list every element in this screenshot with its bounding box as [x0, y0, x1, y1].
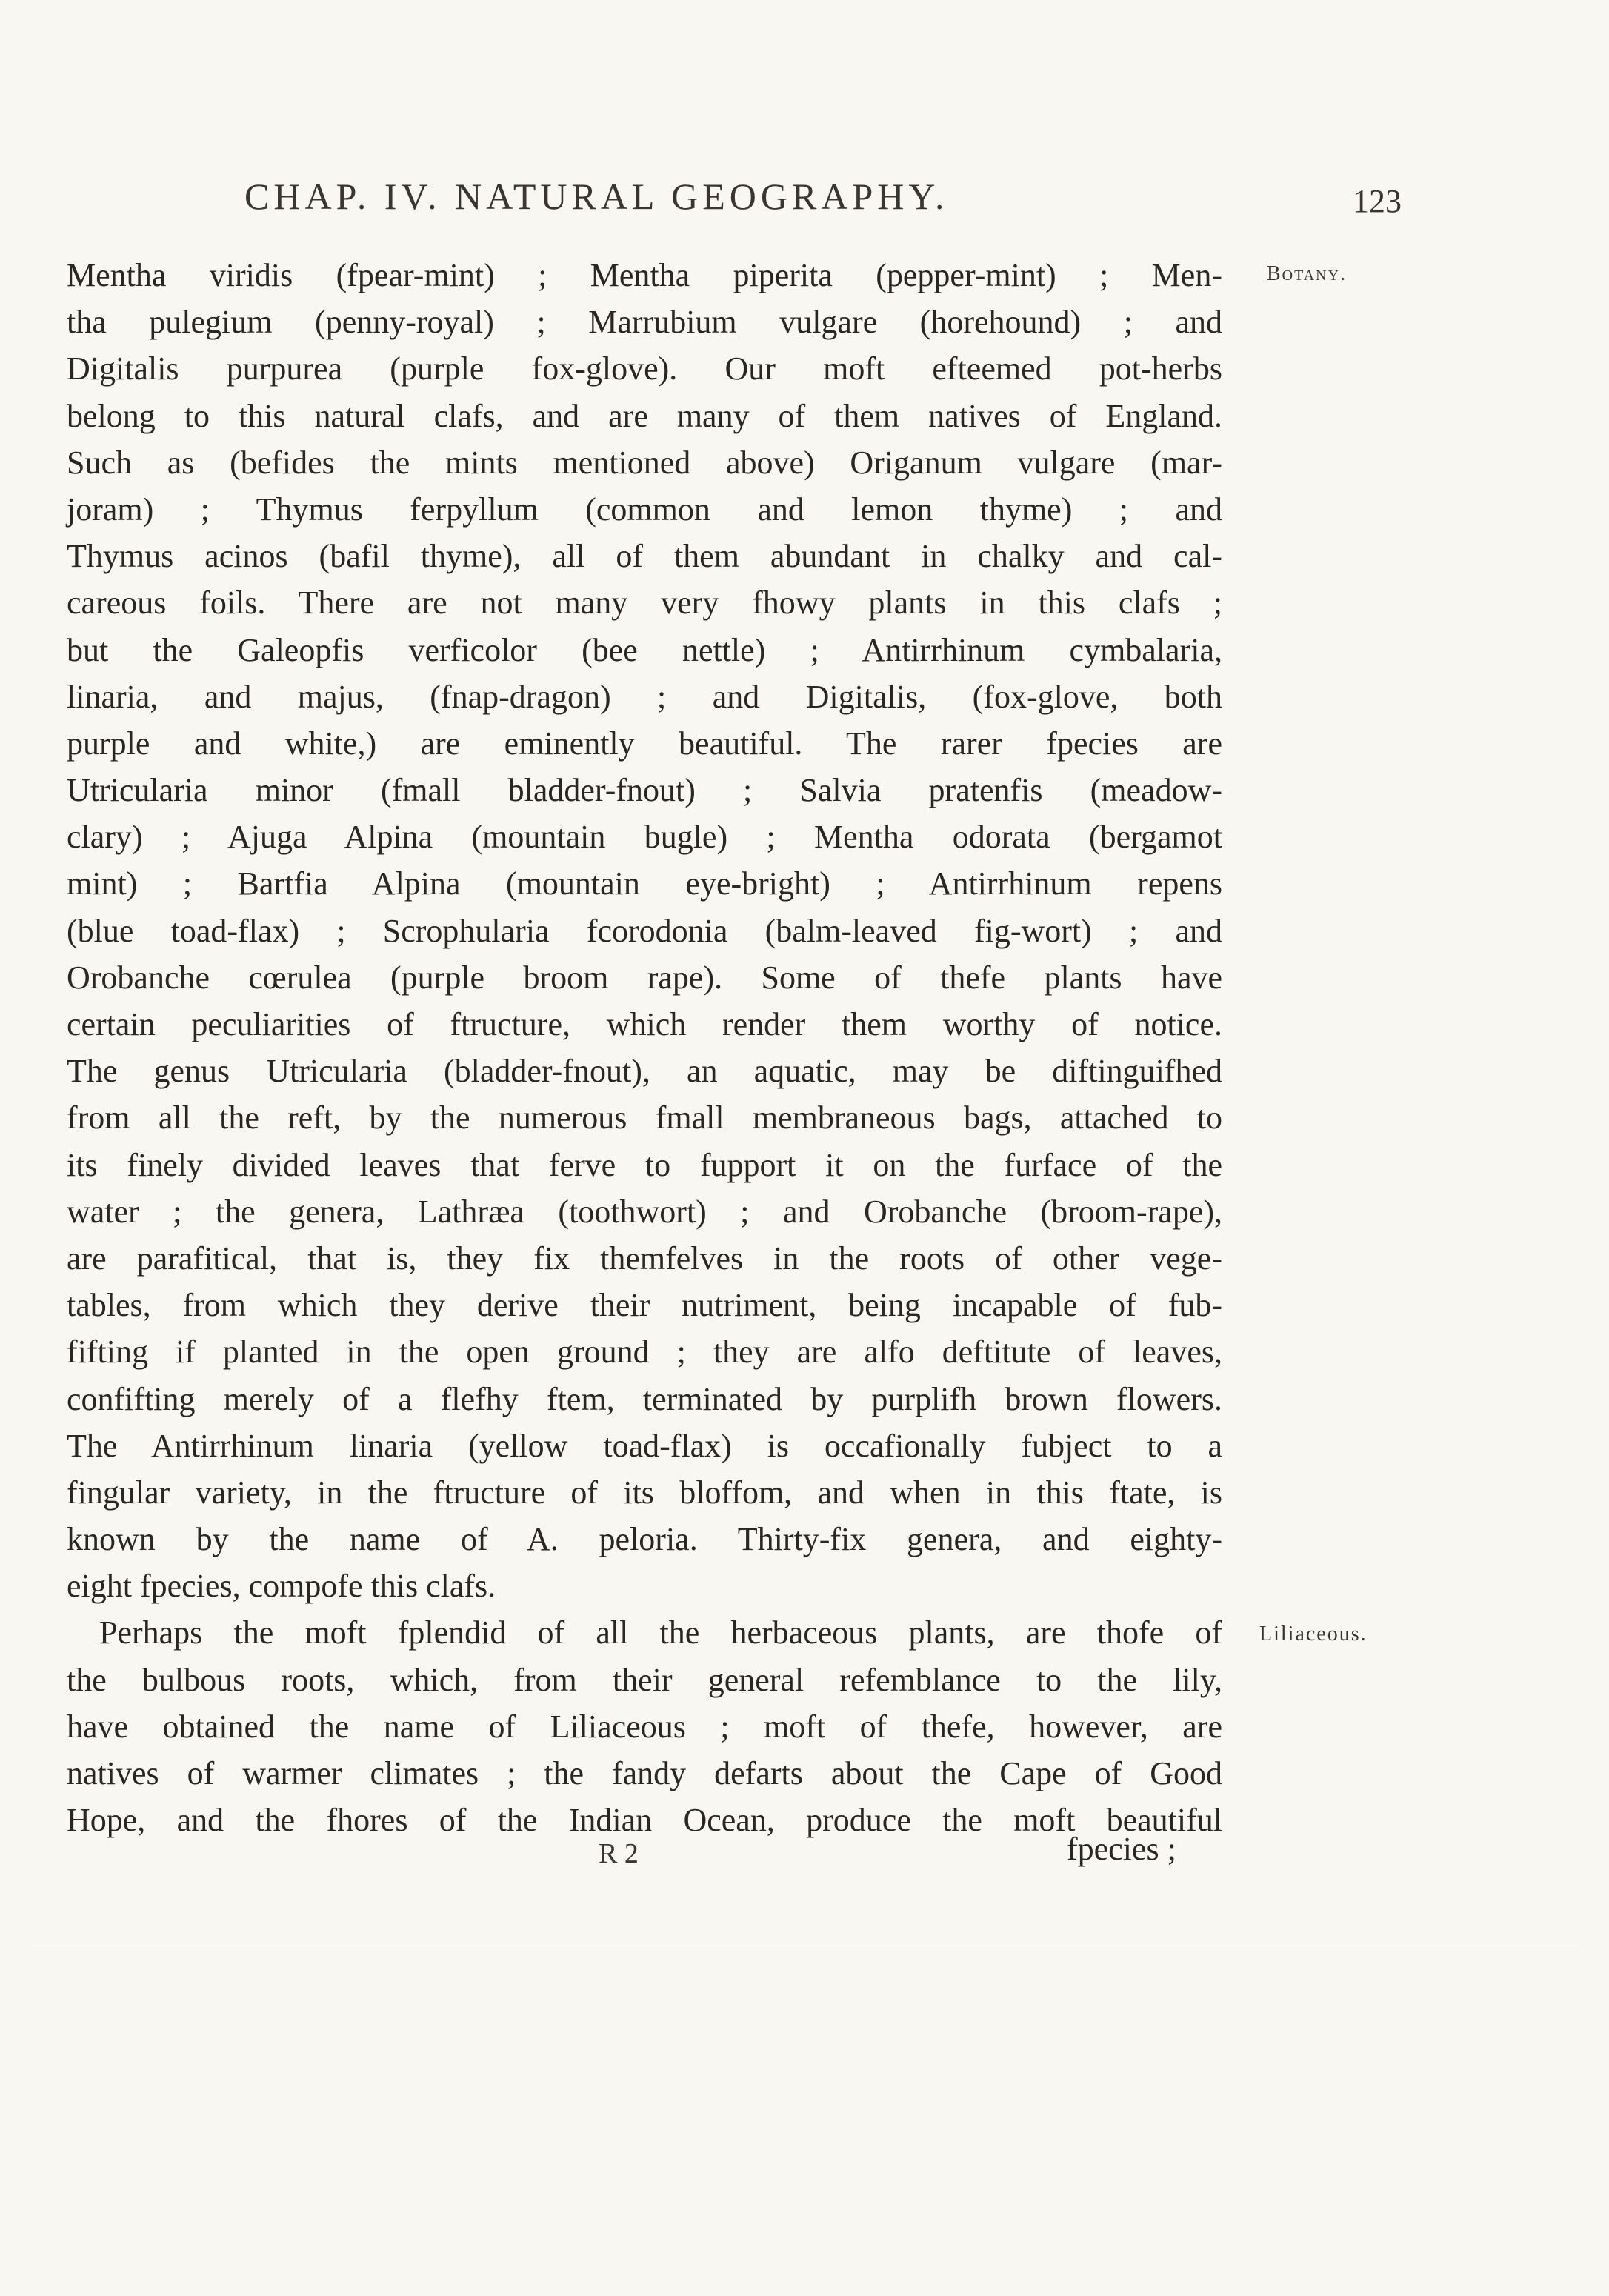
text-line: the bulbous roots, which, from their general refemblance to the lily,: [67, 1661, 1222, 1698]
page-number: 123: [1353, 183, 1402, 219]
text-line: confifting merely of a flefhy ftem, terminated by purplifh brown flowers.: [67, 1380, 1222, 1417]
text-line: Such as (befides the mints mentioned above) Origanum vulgare (mar-: [67, 444, 1222, 481]
text-line: from all the reft, by the numerous fmall membraneous bags, attached to: [67, 1099, 1222, 1137]
text-line: known by the name of A. peloria. Thirty-fix genera, and eighty-: [67, 1521, 1222, 1558]
body-text: [67, 252, 1222, 1843]
text-line: Mentha viridis (fpear-mint) ; Mentha piperita (pepper-mint) ; Men-: [67, 257, 1222, 293]
text-line: fifting if planted in the open ground ; they are alfo deftitute of leaves,: [67, 1334, 1222, 1371]
text-line: (blue toad-flax) ; Scrophularia fcorodonia (balm-leaved fig-wort) ; and: [67, 912, 1222, 949]
text-line: tables, from which they derive their nutriment, being incapable of fub-: [67, 1287, 1222, 1324]
text-line: fingular variety, in the ftructure of its bloffom, and when in this ftate, is: [67, 1474, 1222, 1511]
text-line: Hope, and the fhores of the Indian Ocean, produce the moft beautiful: [67, 1802, 1222, 1839]
text-line: careous foils. There are not many very fhowy plants in this clafs ;: [67, 585, 1222, 622]
text-line-paragraph-start: Perhaps the moft fplendid of all the herbaceous plants, are thofe of: [99, 1614, 1222, 1651]
text-line: Utricularia minor (fmall bladder-fnout) ; Salvia pratenfis (meadow-: [67, 772, 1222, 809]
margin-note-botany: Botany.: [1267, 262, 1348, 285]
text-line: The genus Utricularia (bladder-fnout), an aquatic, may be diftinguifhed: [67, 1053, 1222, 1090]
text-line: Digitalis purpurea (purple fox-glove). Our moft efteemed pot-herbs: [67, 350, 1222, 387]
text-line: tha pulegium (penny-royal) ; Marrubium vulgare (horehound) ; and: [67, 304, 1222, 341]
text-line: but the Galeopfis verficolor (bee nettle) ; Antirrhinum cymbalaria,: [67, 631, 1222, 668]
text-line: have obtained the name of Liliaceous ; moft of thefe, however, are: [67, 1708, 1222, 1745]
text-line: are parafitical, that is, they fix themfelves in the roots of other vege-: [67, 1239, 1222, 1277]
text-line: its finely divided leaves that ferve to fupport it on the furface of the: [67, 1146, 1222, 1183]
text-line: mint) ; Bartfia Alpina (mountain eye-bright) ; Antirrhinum repens: [67, 865, 1222, 902]
text-line: natives of warmer climates ; the fandy defarts about the Cape of Good: [67, 1755, 1222, 1791]
text-line: Orobanche cœrulea (purple broom rape). Some of thefe plants have: [67, 959, 1222, 996]
signature-mark: R 2: [599, 1838, 639, 1869]
text-line: certain peculiarities of ftructure, which render them worthy of notice.: [67, 1006, 1222, 1042]
text-line: clary) ; Ajuga Alpina (mountain bugle) ; Mentha odorata (bergamot: [67, 819, 1222, 856]
text-line: linaria, and majus, (fnap-dragon) ; and Digitalis, (fox-glove, both: [67, 678, 1222, 715]
text-line: water ; the genera, Lathræa (toothwort) ; and Orobanche (broom-rape),: [67, 1193, 1222, 1230]
text-line: purple and white,) are eminently beautiful. The rarer fpecies are: [67, 725, 1222, 762]
catchword: fpecies ;: [1067, 1831, 1176, 1867]
text-line-paragraph-end: eight fpecies, compofe this clafs.: [67, 1568, 496, 1605]
margin-note-liliaceous: Liliaceous.: [1259, 1623, 1368, 1646]
text-line: Thymus acinos (bafil thyme), all of them abundant in chalky and cal-: [67, 538, 1222, 575]
text-line: belong to this natural clafs, and are many of them natives of England.: [67, 397, 1222, 434]
text-line: The Antirrhinum linaria (yellow toad-flax) is occafionally fubject to a: [67, 1427, 1222, 1464]
text-line: joram) ; Thymus ferpyllum (common and lemon thyme) ; and: [67, 490, 1222, 528]
running-head: CHAP. IV. NATURAL GEOGRAPHY.: [244, 176, 949, 217]
